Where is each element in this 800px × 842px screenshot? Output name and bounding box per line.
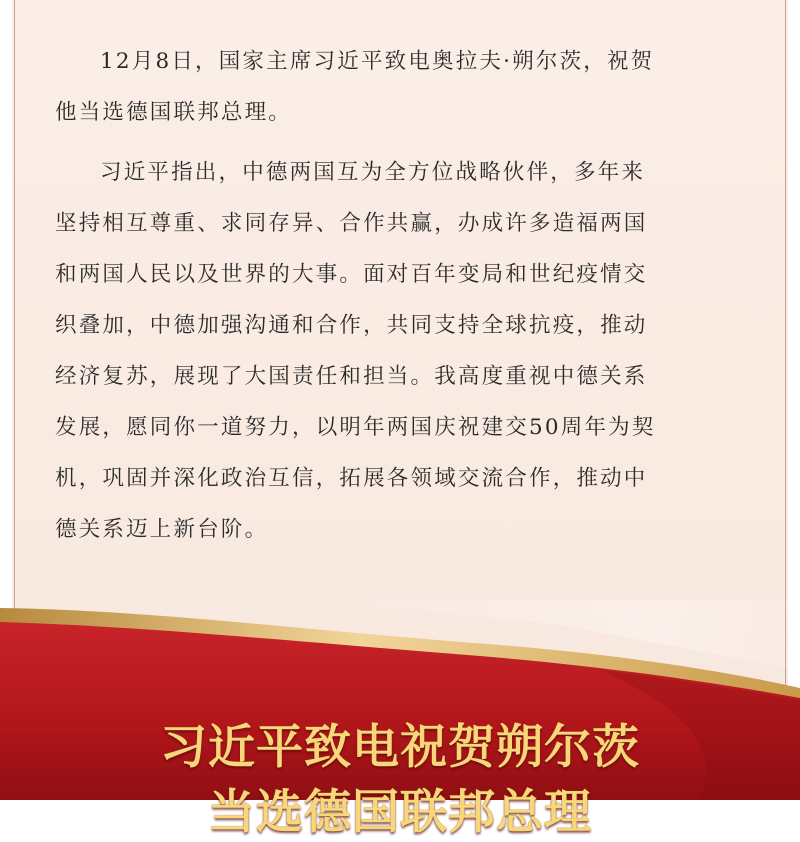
paragraph-2-line-1: 习近平指出，中德两国互为全方位战略伙伴，多年来 bbox=[100, 160, 646, 185]
paragraph-1-line-2: 他当选德国联邦总理。 bbox=[55, 100, 293, 125]
paragraph-2-line-2: 坚持相互尊重、求同存异、合作共赢，办成许多造福两国 bbox=[55, 211, 648, 236]
paragraph-2-line-8: 德关系迈上新台阶。 bbox=[55, 517, 269, 542]
paragraph-1-line-1: 12月8日，国家主席习近平致电奥拉夫·朔尔茨，祝贺 bbox=[100, 49, 655, 74]
paragraph-2-line-7: 机，巩固并深化政治互信，拓展各领域交流合作，推动中 bbox=[55, 466, 648, 491]
paragraph-2-line-3: 和两国人民以及世界的大事。面对百年变局和世纪疫情交 bbox=[55, 262, 648, 287]
title-banner bbox=[0, 600, 800, 840]
paragraph-2-line-6: 发展，愿同你一道努力，以明年两国庆祝建交50周年为契 bbox=[55, 415, 656, 440]
banner-title-line-2: 当选德国联邦总理 bbox=[208, 785, 592, 840]
banner-title-line-1: 习近平致电祝贺朔尔茨 bbox=[160, 720, 640, 775]
paragraph-2-line-4: 织叠加，中德加强沟通和合作，共同支持全球抗疫，推动 bbox=[55, 313, 648, 338]
paragraph-2-line-5: 经济复苏，展现了大国责任和担当。我高度重视中德关系 bbox=[55, 364, 648, 389]
